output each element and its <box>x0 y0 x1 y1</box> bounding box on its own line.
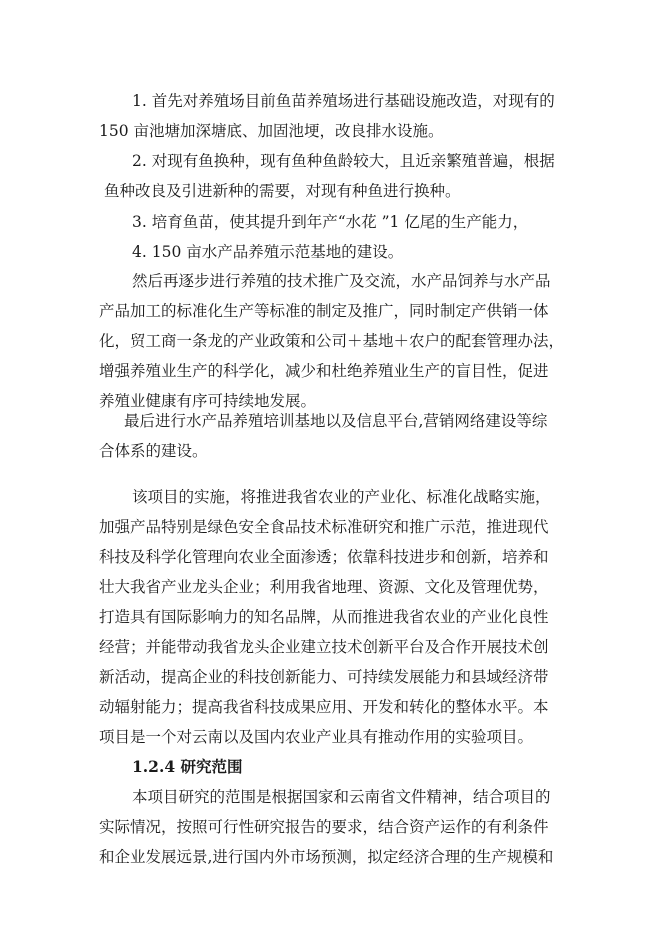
text-line: 产品加工的标准化生产等标准的制定及推广，同时制定产供销一体 <box>99 302 549 320</box>
text-line: 本项目研究的范围是根据国家和云南省文件精神，结合项目的 <box>132 788 551 806</box>
section-heading: 1.2.4 研究范围 <box>132 757 243 776</box>
text-line: 打造具有国际影响力的知名品牌，从而推进我省农业的产业化良性 <box>99 608 549 626</box>
text-line: 1. 首先对养殖场目前鱼苗养殖场进行基础设施改造，对现有的 <box>132 92 555 110</box>
text-line: 增强养殖业生产的科学化，减少和杜绝养殖业生产的盲目性，促进 <box>99 362 549 380</box>
text-line: 然后再逐步进行养殖的技术推广及交流，水产品饲养与水产品 <box>132 272 551 290</box>
text-line: 科技及科学化管理向农业全面渗透；依靠科技进步和创新，培养和 <box>99 548 549 566</box>
text-line: 加强产品特别是绿色安全食品技术标准研究和推广示范，推进现代 <box>99 518 549 536</box>
text-line: 动辐射能力；提高我省科技成果应用、开发和转化的整体水平。本 <box>99 698 549 716</box>
text-line: 实际情况，按照可行性研究报告的要求，结合资产运作的有利条件 <box>99 818 549 836</box>
text-line: 该项目的实施，将推进我省农业的产业化、标准化战略实施， <box>132 488 551 506</box>
text-line: 经营；并能带动我省龙头企业建立技术创新平台及合作开展技术创 <box>99 638 549 656</box>
text-line: 150 亩池塘加深塘底、加固池埂，改良排水设施。 <box>99 122 444 140</box>
text-line: 项目是一个对云南以及国内农业产业具有推动作用的实验项目。 <box>99 728 534 746</box>
text-line: 化，贸工商一条龙的产业政策和公司＋基地＋农户的配套管理办法， <box>99 332 565 350</box>
text-line: 最后进行水产品养殖培训基地以及信息平台,营销网络建设等综 <box>124 412 548 430</box>
text-line: 养殖业健康有序可持续地发展。 <box>99 392 317 410</box>
text-line: 4. 150 亩水产品养殖示范基地的建设。 <box>132 243 404 261</box>
text-line: 壮大我省产业龙头企业；利用我省地理、资源、文化及管理优势， <box>99 578 549 596</box>
text-line: 3. 培育鱼苗，使其提升到年产“水花 ”1 亿尾的生产能力， <box>132 213 529 231</box>
text-line: 2. 对现有鱼换种，现有鱼种鱼龄较大，且近亲繁殖普遍，根据 <box>132 152 555 170</box>
text-line: 新活动，提高企业的科技创新能力、可持续发展能力和县域经济带 <box>99 668 549 686</box>
text-line: 和企业发展远景,进行国内外市场预测，拟定经济合理的生产规模和 <box>99 848 554 866</box>
text-line: 合体系的建设。 <box>99 442 208 460</box>
text-line: 鱼种改良及引进新种的需要，对现有种鱼进行换种。 <box>104 182 461 200</box>
